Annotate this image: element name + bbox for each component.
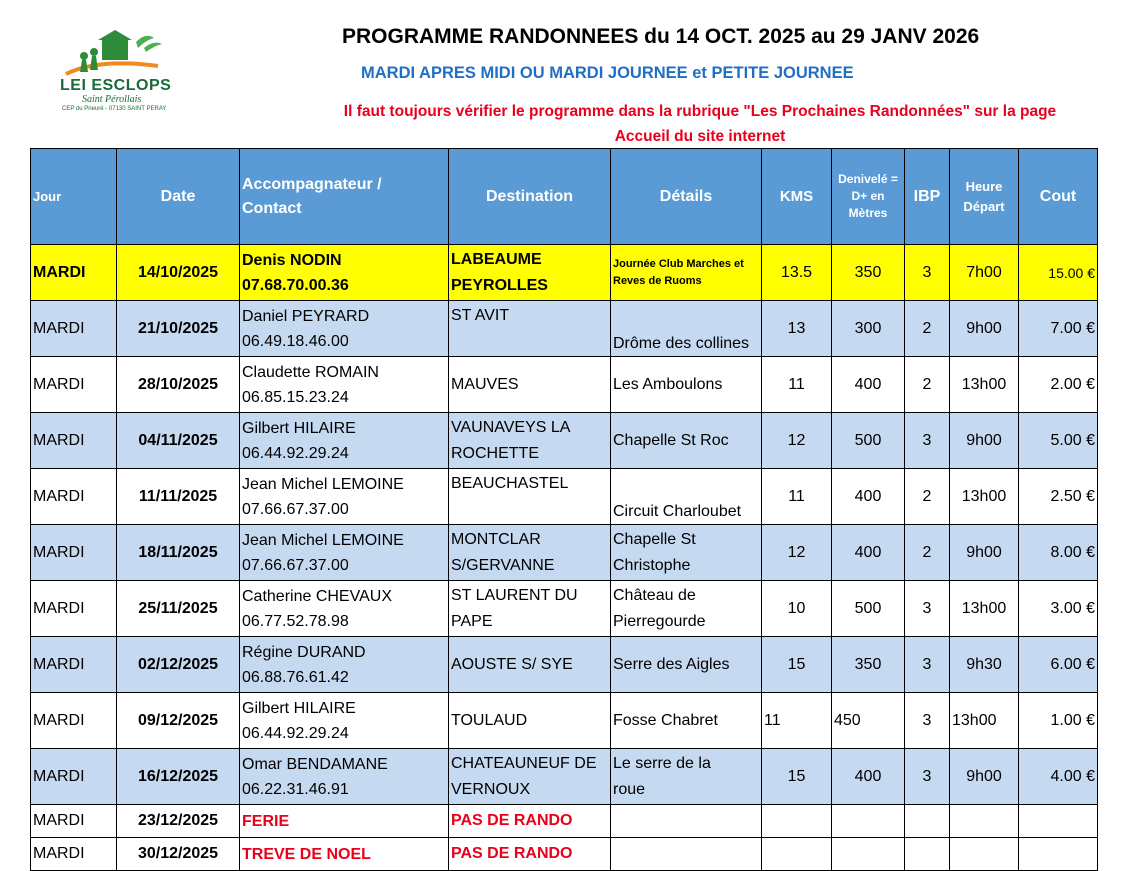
club-logo: [58, 30, 170, 112]
dest-line2: S/GERVANNE: [451, 556, 555, 574]
table-row: [31, 749, 1098, 805]
header-den-line2: D+ en: [851, 189, 885, 203]
cell-accompagnateur: FERIE: [240, 805, 449, 838]
cell-heure: 9h30: [950, 637, 1019, 693]
cell-ibp: 3: [905, 693, 950, 749]
header-date: Date: [117, 149, 240, 245]
table-row: [31, 637, 1098, 693]
dest-line2: VERNOUX: [451, 780, 531, 798]
cell-destination: MAUVES: [449, 357, 611, 413]
cell-jour: MARDI: [31, 838, 117, 871]
header-accompagnateur: [240, 149, 449, 245]
cell-destination: [449, 525, 611, 581]
cell-details: Fosse Chabret: [611, 693, 762, 749]
cell-details: [611, 838, 762, 871]
acc-phone: 06.44.92.29.24: [242, 724, 349, 742]
table-row: [31, 357, 1098, 413]
cell-heure: 13h00: [950, 357, 1019, 413]
cell-cout: 5.00 €: [1019, 413, 1098, 469]
det-line1: Journée Club Marches et: [613, 257, 744, 270]
cell-kms: 13.5: [762, 245, 832, 301]
table-row: [31, 301, 1098, 357]
cell-heure: 7h00: [950, 245, 1019, 301]
det-line1: Chapelle St: [613, 530, 696, 548]
dest-line2: PEYROLLES: [451, 276, 548, 294]
cell-date: 11/11/2025: [117, 469, 240, 525]
cell-details: Drôme des collines: [611, 301, 762, 357]
det-line1: Le serre de la: [613, 754, 711, 772]
cell-accompagnateur: [240, 245, 449, 301]
cell-ibp: 2: [905, 525, 950, 581]
cell-destination: [449, 749, 611, 805]
cell-denivele: 400: [832, 357, 905, 413]
header-cout: Cout: [1019, 149, 1098, 245]
cell-kms: 12: [762, 413, 832, 469]
cell-details: Les Amboulons: [611, 357, 762, 413]
cell-destination: BEAUCHASTEL: [449, 469, 611, 525]
cell-ibp: 2: [905, 301, 950, 357]
cell-destination: AOUSTE S/ SYE: [449, 637, 611, 693]
header-heure-line2: Départ: [963, 198, 1005, 214]
cell-cout: 8.00 €: [1019, 525, 1098, 581]
cell-accompagnateur: [240, 693, 449, 749]
cell-jour: MARDI: [31, 245, 117, 301]
table-row: [31, 805, 1098, 838]
cell-date: 02/12/2025: [117, 637, 240, 693]
cell-jour: MARDI: [31, 581, 117, 637]
acc-phone: 06.77.52.78.98: [242, 612, 349, 630]
cell-jour: MARDI: [31, 693, 117, 749]
det-line1: Château de: [613, 586, 696, 604]
cell-destination: [449, 581, 611, 637]
header-heure: [950, 149, 1019, 245]
logo-name: LEI ESCLOPS: [60, 77, 172, 94]
cell-details: [611, 805, 762, 838]
acc-phone: 06.49.18.46.00: [242, 332, 349, 350]
cell-date: 04/11/2025: [117, 413, 240, 469]
page-title: PROGRAMME RANDONNEES du 14 OCT. 2025 au 29 JANV 2026: [342, 25, 980, 48]
dest-line1: MONTCLAR: [451, 530, 541, 548]
dest-line1: ST LAURENT DU: [451, 586, 578, 604]
cell-ibp: [905, 838, 950, 871]
det-line2: Pierregourde: [613, 612, 706, 630]
cell-heure: 13h00: [950, 581, 1019, 637]
acc-phone: 06.22.31.46.91: [242, 780, 349, 798]
cell-cout: 2.50 €: [1019, 469, 1098, 525]
cell-jour: MARDI: [31, 413, 117, 469]
acc-name: Régine DURAND: [242, 643, 366, 661]
cell-kms: 11: [762, 357, 832, 413]
cell-denivele: [832, 805, 905, 838]
cell-date: 18/11/2025: [117, 525, 240, 581]
cell-jour: MARDI: [31, 357, 117, 413]
cell-denivele: 400: [832, 469, 905, 525]
table-row: [31, 469, 1098, 525]
cell-date: 30/12/2025: [117, 838, 240, 871]
cell-accompagnateur: [240, 301, 449, 357]
cell-denivele: 300: [832, 301, 905, 357]
header-details: Détails: [611, 149, 762, 245]
dest-line1: LABEAUME: [451, 250, 542, 268]
hike-schedule-table: [30, 148, 1098, 871]
table-row: [31, 581, 1098, 637]
acc-name: Jean Michel LEMOINE: [242, 475, 404, 493]
cell-jour: MARDI: [31, 805, 117, 838]
warning-line-2: Accueil du site internet: [614, 128, 786, 145]
cell-jour: MARDI: [31, 637, 117, 693]
cell-accompagnateur: TREVE DE NOEL: [240, 838, 449, 871]
cell-accompagnateur: [240, 357, 449, 413]
cell-denivele: 400: [832, 749, 905, 805]
acc-phone: 07.68.70.00.36: [242, 276, 349, 294]
cell-heure: 9h00: [950, 525, 1019, 581]
cell-jour: MARDI: [31, 301, 117, 357]
cell-jour: MARDI: [31, 749, 117, 805]
cell-date: 14/10/2025: [117, 245, 240, 301]
acc-phone: 06.88.76.61.42: [242, 668, 349, 686]
cell-destination: PAS DE RANDO: [449, 838, 611, 871]
cell-cout: [1019, 805, 1098, 838]
dest-line2: ROCHETTE: [451, 444, 539, 462]
acc-name: Claudette ROMAIN: [242, 363, 379, 381]
header-kms: KMS: [762, 149, 832, 245]
logo-address: CEP du Prieuré - 07130 SAINT PERAY: [62, 106, 167, 112]
cell-ibp: 3: [905, 581, 950, 637]
cell-cout: [1019, 838, 1098, 871]
cell-heure: 13h00: [950, 469, 1019, 525]
table-row: [31, 413, 1098, 469]
table-header-row: [31, 149, 1098, 245]
header-acc-line1: Accompagnateur /: [242, 175, 382, 193]
cell-date: 16/12/2025: [117, 749, 240, 805]
cell-heure: [950, 838, 1019, 871]
cell-accompagnateur: [240, 469, 449, 525]
cell-jour: MARDI: [31, 469, 117, 525]
cell-cout: 15.00 €: [1019, 245, 1098, 301]
cell-date: 25/11/2025: [117, 581, 240, 637]
cell-accompagnateur: [240, 749, 449, 805]
det-line2: roue: [613, 780, 646, 798]
table-row: [31, 245, 1098, 301]
header-den-line3: Mètres: [848, 206, 888, 220]
acc-name: Jean Michel LEMOINE: [242, 531, 404, 549]
acc-phone: 07.66.67.37.00: [242, 556, 349, 574]
warning-line-1: Il faut toujours vérifier le programme dans la rubrique "Les Prochaines Randonnées" sur la page: [343, 103, 1057, 120]
table-row: [31, 693, 1098, 749]
cell-accompagnateur: [240, 525, 449, 581]
cell-details: [611, 581, 762, 637]
cell-date: 23/12/2025: [117, 805, 240, 838]
cell-denivele: 350: [832, 245, 905, 301]
acc-name: Daniel PEYRARD: [242, 307, 370, 325]
header-denivele: [832, 149, 905, 245]
cell-heure: 9h00: [950, 749, 1019, 805]
cell-jour: MARDI: [31, 525, 117, 581]
cell-denivele: 500: [832, 413, 905, 469]
cell-kms: [762, 838, 832, 871]
det-line2: Christophe: [613, 556, 691, 574]
cell-kms: 12: [762, 525, 832, 581]
header-acc-line2: Contact: [242, 199, 302, 217]
cell-kms: 11: [762, 693, 832, 749]
header-heure-line1: Heure: [965, 178, 1003, 194]
cell-ibp: 3: [905, 637, 950, 693]
cell-destination: TOULAUD: [449, 693, 611, 749]
cell-denivele: 500: [832, 581, 905, 637]
acc-name: Catherine CHEVAUX: [242, 587, 392, 605]
cell-date: 28/10/2025: [117, 357, 240, 413]
table-row: [31, 838, 1098, 871]
cell-kms: [762, 805, 832, 838]
cell-ibp: 2: [905, 469, 950, 525]
acc-name: Omar BENDAMANE: [242, 755, 388, 773]
acc-phone: 06.44.92.29.24: [242, 444, 349, 462]
cell-details: [611, 525, 762, 581]
acc-phone: 07.66.67.37.00: [242, 500, 349, 518]
hikers-logo-icon: [58, 30, 170, 80]
cell-details: [611, 749, 762, 805]
cell-destination: [449, 245, 611, 301]
cell-denivele: 400: [832, 525, 905, 581]
cell-kms: 11: [762, 469, 832, 525]
cell-details: Chapelle St Roc: [611, 413, 762, 469]
cell-destination: [449, 413, 611, 469]
cell-cout: 1.00 €: [1019, 693, 1098, 749]
cell-heure: 9h00: [950, 301, 1019, 357]
cell-heure: [950, 805, 1019, 838]
header-den-line1: Denivelé =: [838, 172, 898, 186]
cell-destination: PAS DE RANDO: [449, 805, 611, 838]
cell-details: [611, 245, 762, 301]
table-row: [31, 525, 1098, 581]
cell-kms: 15: [762, 637, 832, 693]
cell-heure: 9h00: [950, 413, 1019, 469]
page-subtitle: MARDI APRES MIDI OU MARDI JOURNEE et PETITE JOURNEE: [361, 64, 854, 82]
cell-heure: 13h00: [950, 693, 1019, 749]
cell-destination: [449, 301, 611, 357]
cell-kms: 13: [762, 301, 832, 357]
cell-accompagnateur: [240, 581, 449, 637]
cell-ibp: 3: [905, 749, 950, 805]
cell-ibp: 3: [905, 413, 950, 469]
acc-name: Gilbert HILAIRE: [242, 699, 356, 717]
cell-cout: 7.00 €: [1019, 301, 1098, 357]
dest-line1: VAUNAVEYS LA: [451, 418, 571, 436]
cell-kms: 15: [762, 749, 832, 805]
dest-line1: ST AVIT: [451, 307, 510, 324]
cell-cout: 4.00 €: [1019, 749, 1098, 805]
dest-line1: CHATEAUNEUF DE: [451, 754, 597, 772]
cell-details: Serre des Aigles: [611, 637, 762, 693]
cell-ibp: 2: [905, 357, 950, 413]
header-jour: Jour: [31, 149, 117, 245]
cell-cout: 3.00 €: [1019, 581, 1098, 637]
cell-cout: 2.00 €: [1019, 357, 1098, 413]
cell-denivele: 450: [832, 693, 905, 749]
cell-denivele: 350: [832, 637, 905, 693]
cell-accompagnateur: [240, 637, 449, 693]
header-destination: Destination: [449, 149, 611, 245]
cell-date: 09/12/2025: [117, 693, 240, 749]
logo-subtitle: Saint Pérollais: [82, 94, 142, 105]
cell-cout: 6.00 €: [1019, 637, 1098, 693]
cell-kms: 10: [762, 581, 832, 637]
cell-ibp: 3: [905, 245, 950, 301]
cell-date: 21/10/2025: [117, 301, 240, 357]
cell-details: Circuit Charloubet: [611, 469, 762, 525]
acc-name: Denis NODIN: [242, 251, 342, 269]
acc-phone: 06.85.15.23.24: [242, 388, 349, 406]
cell-accompagnateur: [240, 413, 449, 469]
cell-ibp: [905, 805, 950, 838]
warning-notice: [300, 99, 1100, 149]
cell-denivele: [832, 838, 905, 871]
header-ibp: IBP: [905, 149, 950, 245]
acc-name: Gilbert HILAIRE: [242, 419, 356, 437]
det-line2: Reves de Ruoms: [613, 274, 702, 287]
dest-line2: PAPE: [451, 612, 493, 630]
